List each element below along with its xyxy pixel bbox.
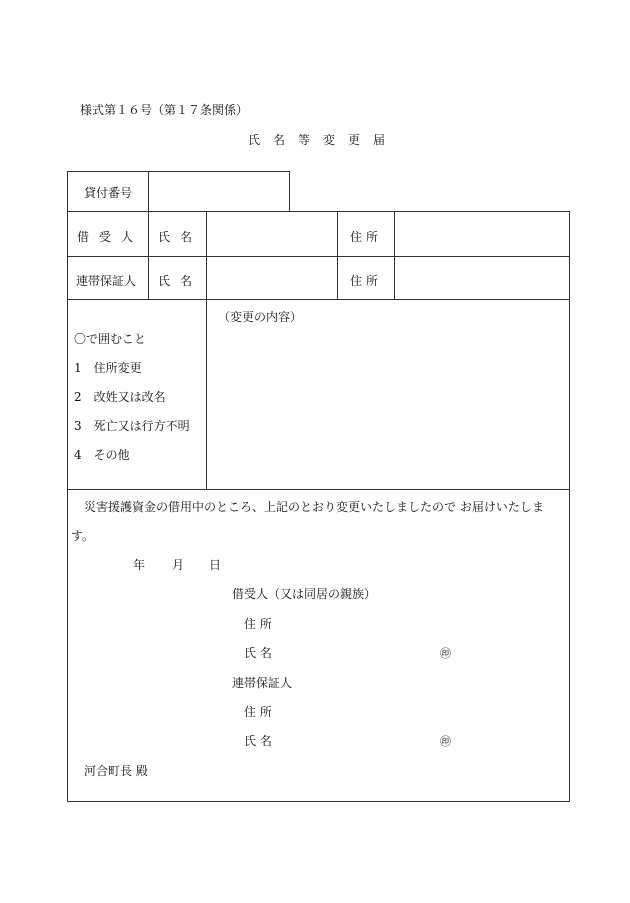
declaration-line-2: す。 xyxy=(71,529,95,543)
guarantor-address-label-2: 住 所 xyxy=(244,705,272,719)
applicant-seal-mark: ㊞ xyxy=(440,647,451,660)
declaration-line-1: 災害援護資金の借用中のところ、上記のとおり変更いたしましたので お届けいたしま xyxy=(84,500,544,514)
change-content-field[interactable] xyxy=(210,326,566,486)
applicant-name-label: 氏 名 xyxy=(244,646,272,660)
guarantor-name-field[interactable] xyxy=(208,259,335,297)
applicant-label: 借受人（又は同居の親族） xyxy=(232,587,377,601)
date-year-label: 年 xyxy=(133,558,146,572)
borrower-name-label: 氏名 xyxy=(158,230,203,244)
borrower-label: 借受人 xyxy=(77,230,144,244)
applicant-address-label: 住 所 xyxy=(244,617,272,631)
loan-number-field[interactable] xyxy=(150,174,287,208)
change-content-label: （変更の内容） xyxy=(218,310,303,324)
change-option-1[interactable]: 1 住所変更 xyxy=(74,361,142,375)
loan-number-label: 貸付番号 xyxy=(84,186,133,200)
date-day-label: 日 xyxy=(209,558,222,572)
guarantor-seal-mark: ㊞ xyxy=(440,735,451,748)
guarantor-address-field[interactable] xyxy=(396,259,567,297)
borrower-name-field[interactable] xyxy=(208,214,335,254)
borrower-address-field[interactable] xyxy=(396,214,567,254)
date-month-label: 月 xyxy=(172,558,185,572)
change-option-4[interactable]: 4 その他 xyxy=(74,448,130,462)
change-options-instruction: 〇で囲むこと xyxy=(74,332,147,346)
guarantor-name-label: 氏名 xyxy=(158,274,203,288)
addressee: 河合町長 殿 xyxy=(84,764,148,778)
guarantor-address-label: 住所 xyxy=(350,274,383,288)
change-option-3[interactable]: 3 死亡又は行方不明 xyxy=(74,419,190,433)
guarantor-label: 連帯保証人 xyxy=(232,676,293,690)
joint-guarantor-label: 連帯保証人 xyxy=(76,274,137,288)
borrower-address-label: 住所 xyxy=(350,230,383,244)
change-option-2[interactable]: 2 改姓又は改名 xyxy=(74,390,166,404)
form-number: 様式第１６号（第１７条関係） xyxy=(80,103,249,117)
document-title: 氏名等変更届 xyxy=(248,133,399,147)
guarantor-name-label-2: 氏 名 xyxy=(244,734,272,748)
